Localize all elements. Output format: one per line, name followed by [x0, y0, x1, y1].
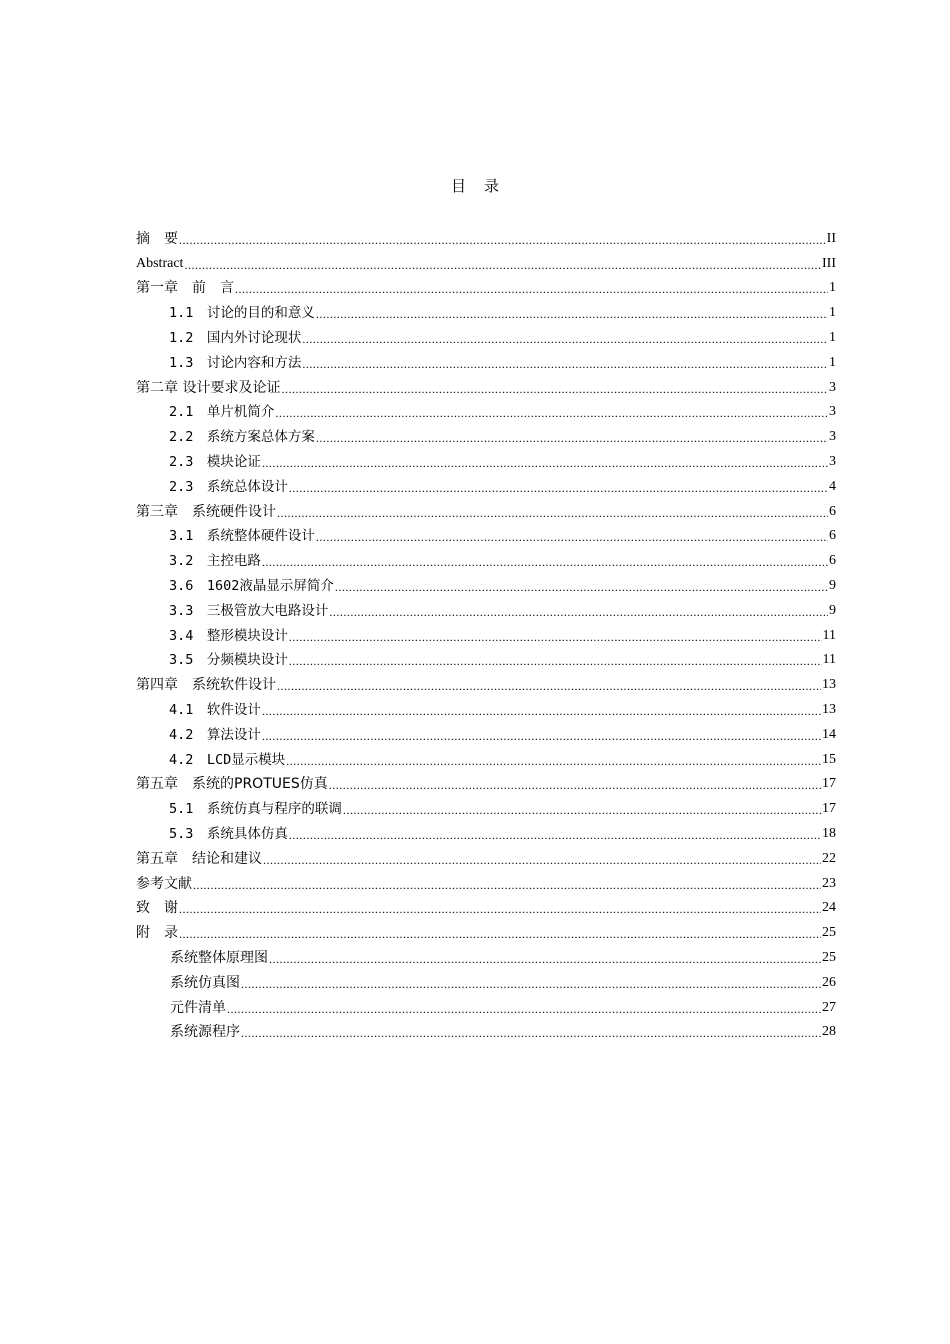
- toc-entry[interactable]: [136, 818, 836, 843]
- toc-dot-leader: [275, 403, 828, 421]
- toc-entry-page-number: 6: [829, 503, 836, 519]
- toc-entry-page-number: 26: [822, 974, 836, 990]
- toc-entry-label: 3.5 分频模块设计: [169, 652, 288, 669]
- toc-dot-leader: [277, 676, 821, 694]
- toc-title-char: 目: [450, 177, 466, 195]
- toc-entry[interactable]: [136, 868, 836, 893]
- toc-entry[interactable]: [136, 645, 836, 670]
- toc-entry[interactable]: [136, 347, 836, 372]
- toc-entry-label: 1.1 讨论的目的和意义: [169, 305, 315, 322]
- toc-entry-label: 第四章 系统软件设计: [136, 677, 276, 694]
- toc-dot-leader: [193, 875, 821, 893]
- toc-entry-label: 参考文献: [136, 875, 192, 892]
- toc-dot-leader: [263, 850, 821, 868]
- toc-entry-page-number: 23: [822, 875, 836, 891]
- toc-dot-leader: [302, 354, 828, 372]
- toc-entry-label: 第二章 设计要求及论证: [136, 379, 281, 396]
- toc-entry[interactable]: [136, 248, 836, 273]
- toc-entry[interactable]: [136, 893, 836, 918]
- toc-entry-label: 3.1 系统整体硬件设计: [169, 528, 315, 545]
- toc-entry-page-number: 6: [829, 528, 836, 544]
- toc-entry-label: 4.2 LCD显示模块: [169, 751, 286, 768]
- toc-entry-label: 致 谢: [136, 900, 178, 917]
- toc-entry-label: 5.1 系统仿真与程序的联调: [169, 801, 342, 818]
- toc-entry-label: 2.1 单片机简介: [169, 404, 275, 421]
- toc-entry[interactable]: [136, 521, 836, 546]
- toc-entry-page-number: 3: [829, 404, 836, 420]
- toc-entry-page-number: 1: [829, 354, 836, 370]
- toc-dot-leader: [286, 751, 821, 769]
- toc-entry-page-number: 25: [822, 949, 836, 965]
- table-of-contents: [136, 223, 836, 1041]
- toc-entry-page-number: 9: [829, 602, 836, 618]
- toc-entry-page-number: 22: [822, 850, 836, 866]
- toc-dot-leader: [302, 329, 828, 347]
- toc-entry-label: 摘 要: [136, 230, 178, 247]
- toc-entry-label: 3.6 1602液晶显示屏简介: [169, 577, 334, 594]
- toc-dot-leader: [329, 775, 821, 793]
- toc-entry-page-number: 28: [822, 1024, 836, 1040]
- toc-entry-page-number: 3: [829, 379, 836, 395]
- toc-dot-leader: [262, 726, 821, 744]
- toc-entry-page-number: 1: [829, 280, 836, 296]
- toc-entry-label: 第五章 结论和建议: [136, 850, 262, 867]
- toc-dot-leader: [281, 379, 828, 397]
- toc-entry-label: 5.3 系统具体仿真: [169, 825, 288, 842]
- toc-entry-page-number: 3: [829, 429, 836, 445]
- toc-entry-page-number: 4: [829, 478, 836, 494]
- toc-dot-leader: [235, 279, 828, 297]
- toc-dot-leader: [262, 701, 821, 719]
- toc-entry[interactable]: [136, 570, 836, 595]
- toc-entry-page-number: 17: [822, 801, 836, 817]
- toc-entry[interactable]: [136, 620, 836, 645]
- toc-entry[interactable]: [136, 545, 836, 570]
- toc-dot-leader: [289, 478, 828, 496]
- toc-entry-label: 4.2 算法设计: [169, 726, 261, 743]
- toc-entry-page-number: 18: [822, 825, 836, 841]
- toc-entry[interactable]: [136, 421, 836, 446]
- toc-entry[interactable]: [136, 297, 836, 322]
- toc-dot-leader: [289, 651, 822, 669]
- toc-entry[interactable]: [136, 595, 836, 620]
- toc-entry-label: 1.2 国内外讨论现状: [169, 329, 302, 346]
- toc-entry-label: 4.1 软件设计: [169, 701, 261, 718]
- toc-entry[interactable]: [136, 273, 836, 298]
- toc-entry[interactable]: [136, 769, 836, 794]
- toc-entry-page-number: 14: [822, 726, 836, 742]
- toc-title-char: 录: [484, 177, 500, 195]
- toc-entry[interactable]: [136, 917, 836, 942]
- toc-entry[interactable]: [136, 669, 836, 694]
- toc-entry-page-number: 13: [822, 677, 836, 693]
- toc-entry[interactable]: [136, 843, 836, 868]
- toc-entry[interactable]: [136, 719, 836, 744]
- toc-dot-leader: [269, 949, 821, 967]
- toc-entry-page-number: 17: [822, 776, 836, 792]
- toc-entry[interactable]: [136, 793, 836, 818]
- toc-entry-page-number: 6: [829, 553, 836, 569]
- toc-entry-label: Abstract: [136, 255, 184, 271]
- toc-entry[interactable]: [136, 496, 836, 521]
- toc-entry-page-number: 25: [822, 925, 836, 941]
- toc-dot-leader: [179, 924, 821, 942]
- toc-dot-leader: [316, 428, 828, 446]
- toc-dot-leader: [179, 899, 821, 917]
- toc-entry-page-number: 13: [822, 701, 836, 717]
- toc-dot-leader: [241, 974, 821, 992]
- toc-dot-leader: [335, 577, 828, 595]
- toc-entry-page-number: 27: [822, 999, 836, 1015]
- toc-entry[interactable]: [136, 223, 836, 248]
- toc-dot-leader: [316, 527, 828, 545]
- toc-entry[interactable]: [136, 694, 836, 719]
- toc-entry-label: 3.2 主控电路: [169, 553, 261, 570]
- toc-entry-page-number: 1: [829, 305, 836, 321]
- toc-entry-page-number: 3: [829, 453, 836, 469]
- toc-entry-label: 3.3 三极管放大电路设计: [169, 602, 329, 619]
- toc-entry-label: 系统整体原理图: [170, 949, 268, 966]
- toc-entry[interactable]: [136, 942, 836, 967]
- toc-entry-label: 第三章 系统硬件设计: [136, 503, 276, 520]
- toc-entry-page-number: 24: [822, 900, 836, 916]
- toc-entry[interactable]: [136, 322, 836, 347]
- toc-dot-leader: [289, 627, 822, 645]
- toc-dot-leader: [316, 304, 828, 322]
- toc-dot-leader: [241, 1023, 821, 1041]
- toc-entry-label: 1.3 讨论内容和方法: [169, 354, 302, 371]
- toc-entry[interactable]: [136, 992, 836, 1017]
- toc-entry-page-number: 15: [822, 751, 836, 767]
- toc-title: [0, 176, 950, 196]
- toc-dot-leader: [289, 825, 821, 843]
- toc-entry-page-number: 1: [829, 329, 836, 345]
- toc-entry[interactable]: [136, 372, 836, 397]
- toc-dot-leader: [262, 453, 828, 471]
- toc-entry-label: 2.3 模块论证: [169, 453, 261, 470]
- toc-entry-label: 元件清单: [170, 999, 226, 1016]
- toc-entry[interactable]: [136, 967, 836, 992]
- toc-dot-leader: [227, 999, 821, 1017]
- toc-entry-label: 2.2 系统方案总体方案: [169, 429, 315, 446]
- toc-entry-page-number: 11: [822, 652, 836, 668]
- toc-entry-label: 3.4 整形模块设计: [169, 627, 288, 644]
- toc-entry-label: 第一章 前 言: [136, 280, 234, 297]
- toc-dot-leader: [329, 602, 828, 620]
- toc-entry[interactable]: [136, 471, 836, 496]
- toc-entry[interactable]: [136, 1017, 836, 1042]
- toc-entry-page-number: 11: [822, 627, 836, 643]
- toc-entry-page-number: III: [822, 255, 836, 271]
- toc-entry[interactable]: [136, 397, 836, 422]
- toc-entry-label: 系统仿真图: [170, 974, 240, 991]
- toc-dot-leader: [277, 503, 828, 521]
- toc-entry-label: 系统源程序: [170, 1024, 240, 1041]
- toc-dot-leader: [262, 552, 828, 570]
- toc-entry[interactable]: [136, 446, 836, 471]
- toc-dot-leader: [184, 255, 821, 273]
- toc-entry-label: 第五章 系统的PROTUES仿真: [136, 776, 328, 793]
- toc-dot-leader: [179, 230, 826, 248]
- toc-entry-label: 附 录: [136, 925, 178, 942]
- toc-dot-leader: [343, 800, 821, 818]
- toc-entry-page-number: 9: [829, 577, 836, 593]
- toc-entry[interactable]: [136, 744, 836, 769]
- toc-entry-page-number: II: [826, 230, 836, 246]
- toc-entry-label: 2.3 系统总体设计: [169, 478, 288, 495]
